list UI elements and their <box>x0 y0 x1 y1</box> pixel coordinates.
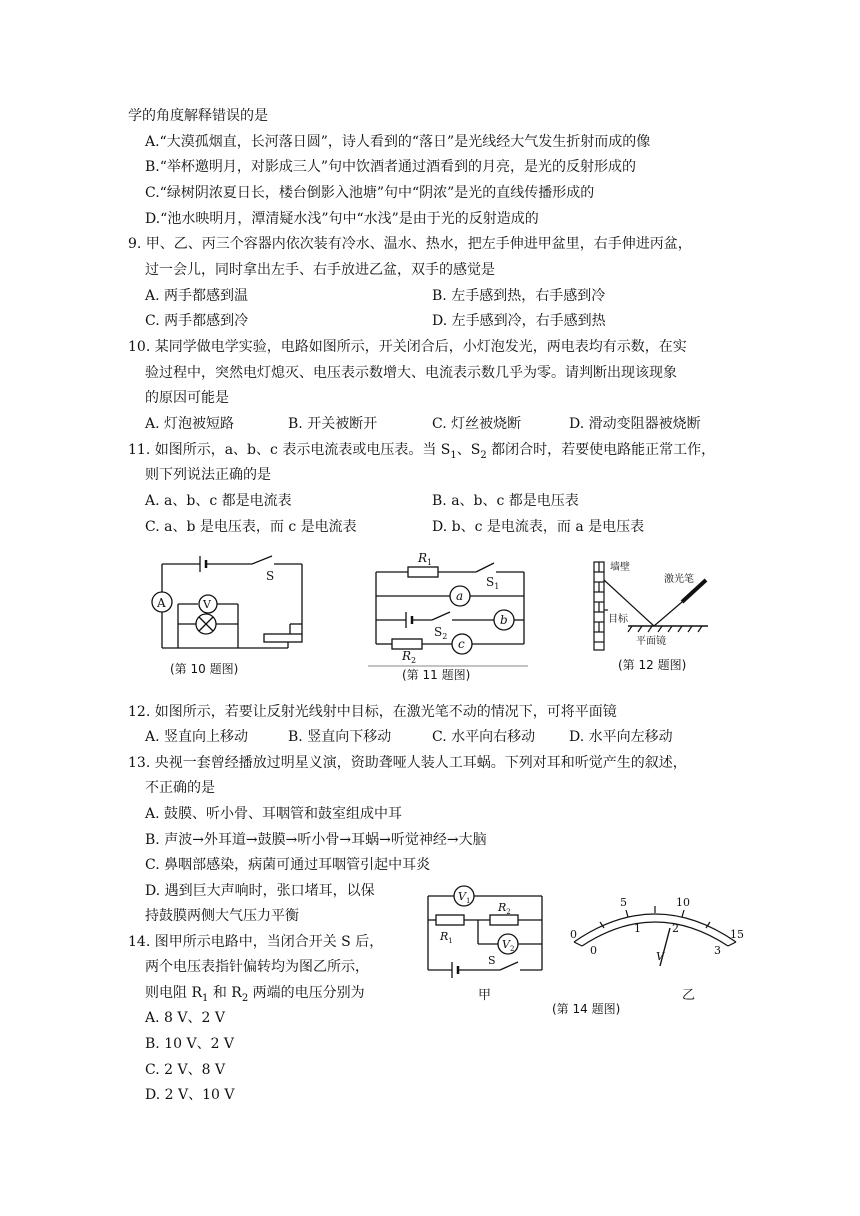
q10-option-b: B. 开关被断开 <box>288 416 378 432</box>
fig10-switch-label: S <box>266 569 275 583</box>
fig12-laser-label: 激光笔 <box>664 574 694 585</box>
q12-option-b: B. 竖直向下移动 <box>288 729 392 745</box>
fig10-voltmeter-label: V <box>203 598 211 611</box>
q10-stem-line3: 的原因可能是 <box>145 390 229 406</box>
fig14-r1-sub: 1 <box>448 937 453 945</box>
fig12-target-label: 目标 <box>608 614 628 625</box>
svg-text:R2 <box>497 901 511 916</box>
fig11-r2-sub: 2 <box>411 656 417 665</box>
q13-option-a: A. 鼓膜、听小骨、耳咽管和鼓室组成中耳 <box>145 806 403 822</box>
fig11-s2-label: S <box>434 625 443 639</box>
q14-option-d: D. 2 V、10 V <box>145 1087 235 1103</box>
q8-option-a: A.“大漠孤烟直，长河落日圆”，诗人看到的“落日”是光线经大气发生折射而成的像 <box>145 134 651 150</box>
figure-10-caption: (第 10 题图) <box>170 662 239 676</box>
q12-option-d: D. 水平向左移动 <box>569 729 673 745</box>
q10-option-d: D. 滑动变阻器被烧断 <box>569 416 701 432</box>
svg-text:S2 <box>434 625 447 641</box>
q14-stem-line3: 则电阻 $R_1$ 和 $R_2$ 两端的电压分别为 <box>145 985 365 1004</box>
q14-stem-line1: 14. 图甲所示电路中，当闭合开关 S 后， <box>128 934 384 950</box>
fig14-scale-outer-10: 10 <box>676 896 690 909</box>
svg-text:R2 <box>401 649 416 665</box>
fig14-jia-label: 甲 <box>478 988 492 1003</box>
fig14-yi-label: 乙 <box>682 988 696 1003</box>
q14-option-b: B. 10 V、2 V <box>145 1036 235 1052</box>
q11-stem-line2: 则下列说法正确的是 <box>145 467 271 483</box>
fig11-meter-a: a <box>456 589 464 603</box>
q10-stem-line2: 验过程中，突然电灯熄灭、电压表示数增大、电流表示数几乎为零。请判断出现该现象 <box>145 365 677 381</box>
fig14-unit-label: V <box>656 950 664 963</box>
fig14-scale-outer-0: 0 <box>570 928 577 941</box>
fig14-switch-label: S <box>488 954 496 967</box>
q14-option-c: C. 2 V、8 V <box>145 1062 226 1078</box>
svg-text:V1 <box>458 890 470 905</box>
figure-14-caption: (第 14 题图) <box>552 1002 621 1016</box>
figure-11-circuit <box>368 548 533 668</box>
q12-option-c: C. 水平向右移动 <box>432 729 536 745</box>
fig11-r2-label: R <box>402 649 412 663</box>
q13-option-d-line2: 持鼓膜两侧大气压力平衡 <box>145 908 299 924</box>
q12-stem: 12. 如图所示，若要让反射光线射中目标，在激光笔不动的情况下，可将平面镜 <box>128 704 617 720</box>
q11-option-d: D. b、c 是电流表，而 a 是电压表 <box>432 519 645 535</box>
q13-option-d-line1: D. 遇到巨大声响时，张口堵耳，以保 <box>145 883 375 899</box>
fig12-wall-label: 墙壁 <box>610 562 630 573</box>
figure-12-caption: (第 12 题图) <box>618 658 687 672</box>
q11-option-a: A. a、b、c 都是电流表 <box>145 493 292 509</box>
q9-stem-line1: 9. 甲、乙、丙三个容器内依次装有冷水、温水、热水，把左手伸进甲盆里，右手伸进丙盆， <box>128 236 692 252</box>
fig14-v1-sub: 1 <box>465 897 471 905</box>
fig14-scale-inner-2: 2 <box>672 922 679 935</box>
fig11-meter-c: c <box>458 637 465 651</box>
fig14-scale-outer-15: 15 <box>730 928 744 941</box>
svg-text:R1 <box>439 930 453 945</box>
svg-text:S1 <box>486 575 499 591</box>
fig11-meter-b: b <box>500 613 508 627</box>
fig14-r1-label: R <box>440 930 449 943</box>
q13-option-c: C. 鼻咽部感染，病菌可通过耳咽管引起中耳炎 <box>145 857 431 873</box>
q11-stem-line1: 11. 如图所示，a、b、c 表示电流表或电压表。当 $S_1$、$S_2$ 都闭合时，若要使电路能正常工作， <box>128 442 716 461</box>
fig12-mirror-label: 平面镜 <box>636 636 666 647</box>
q8-stem-tail: 学的角度解释错误的是 <box>128 108 268 124</box>
q13-stem-line1: 13. 央视一套曾经播放过明星义演，资助聋哑人装人工耳蜗。下列对耳和听觉产生的叙述， <box>128 755 687 771</box>
fig11-s1-sub: 1 <box>494 582 500 591</box>
q8-option-b: B.“举杯邀明月，对影成三人”句中饮酒者通过酒看到的月亮，是光的反射形成的 <box>145 159 637 175</box>
q9-stem-line2: 过一会儿，同时拿出左手、右手放进乙盆，双手的感觉是 <box>145 262 495 278</box>
svg-text:R1 <box>417 551 432 567</box>
fig14-scale-inner-1: 1 <box>634 922 641 935</box>
figure-12-mirror <box>590 558 720 658</box>
fig10-ammeter-label: A <box>157 596 166 610</box>
fig14-scale-inner-0: 0 <box>590 944 597 957</box>
fig14-scale-outer-5: 5 <box>620 896 627 909</box>
fig14-v2-label: V <box>502 938 510 951</box>
fig11-r1-sub: 1 <box>427 558 433 567</box>
fig14-r2-label: R <box>498 901 507 914</box>
q9-option-a: A. 两手都感到温 <box>145 288 249 304</box>
q9-option-c: C. 两手都感到冷 <box>145 313 249 329</box>
q8-option-d: D.“池水映明月，潭清疑水浅”句中“水浅”是由于光的反射造成的 <box>145 211 539 227</box>
q14-option-a: A. 8 V、2 V <box>145 1010 225 1026</box>
fig11-r1-label: R <box>418 551 428 565</box>
q11-option-b: B. a、b、c 都是电压表 <box>432 493 579 509</box>
q8-option-c: C.“绿树阴浓夏日长，楼台倒影入池塘”句中“阴浓”是光的直线传播形成的 <box>145 185 595 201</box>
fig14-scale-inner-3: 3 <box>714 944 721 957</box>
svg-text:V2 <box>502 938 514 953</box>
q13-option-b: B. 声波→外耳道→鼓膜→听小骨→耳蜗→听觉神经→大脑 <box>145 832 487 848</box>
q9-option-b: B. 左手感到热，右手感到冷 <box>432 288 606 304</box>
q13-stem-line2: 不正确的是 <box>145 780 215 796</box>
figure-10-circuit <box>140 552 320 662</box>
figure-14-jia-circuit <box>418 878 548 988</box>
fig11-s1-label: S <box>486 575 495 589</box>
fig11-s2-sub: 2 <box>442 632 448 641</box>
fig14-r2-sub: 2 <box>506 908 511 916</box>
q10-option-c: C. 灯丝被烧断 <box>432 416 522 432</box>
q12-option-a: A. 竖直向上移动 <box>145 729 249 745</box>
fig14-v1-label: V <box>458 890 466 903</box>
q11-option-c: C. a、b 是电压表，而 c 是电流表 <box>145 519 357 535</box>
figure-11-caption: (第 11 题图) <box>402 668 471 682</box>
figure-14-yi-meter <box>560 880 750 980</box>
q10-option-a: A. 灯泡被短路 <box>145 416 235 432</box>
q14-stem-line2: 两个电压表指针偏转均为图乙所示， <box>145 959 369 975</box>
fig14-v2-sub: 2 <box>509 945 515 953</box>
q10-stem-line1: 10. 某同学做电学实验，电路如图所示，开关闭合后，小灯泡发光，两电表均有示数，在实 <box>128 339 687 355</box>
q9-option-d: D. 左手感到冷，右手感到热 <box>432 313 606 329</box>
